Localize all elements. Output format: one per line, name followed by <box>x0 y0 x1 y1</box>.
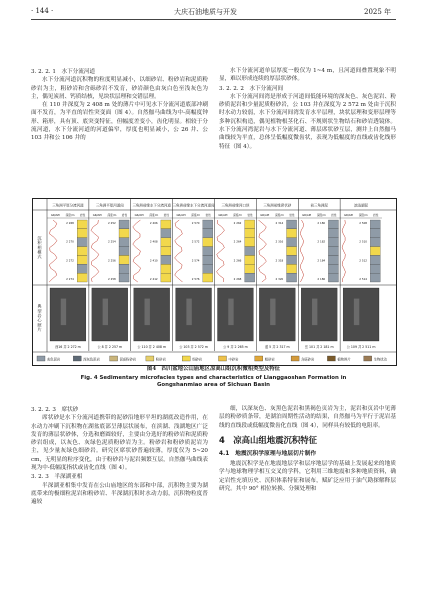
track-header-depth: 深度/m <box>233 213 242 217</box>
depth-label: 2 274 <box>66 277 74 281</box>
track-header-depth: 深度/m <box>191 213 201 217</box>
lithology-layer <box>245 273 255 282</box>
row-label: 典型岩心照片 <box>37 303 43 333</box>
lithology-layer <box>161 238 171 247</box>
issue-year: 2025 年 <box>364 8 392 16</box>
lithology-layer <box>77 238 87 247</box>
legend-label: 生物扰动 <box>373 357 387 362</box>
core-photo-highlight <box>61 299 66 326</box>
track-header-lith: 岩性 <box>373 213 379 217</box>
core-caption: 公 103 井 2 572 m <box>179 345 208 349</box>
paragraph: 席状砂是水下分流河道携带的泥砂沿地形平坦的湖底改造作用，在水动力冲刷下沉积物在湖盆底部呈薄层状展布，在滨湖、浅湖地区广泛发育的薄层状砂体，分选和磨圆较好，主要由分选好的粉砂岩和泥质粉砂岩组成，以灰色、灰绿色泥质粉砂岩为主。粉砂岩和粉砂质泥岩为主，见少量灰绿色细砂岩。研究区席状砂普遍较薄，厚度仅为 5~20 cm，无明显的粒序变化，由于粉砂岩与泥岩频繁互层，自然伽马曲线表现为中-低幅度指状或齿化直线（图 4）。 <box>31 415 208 472</box>
legend-swatch <box>37 356 45 361</box>
lithology-layer <box>328 238 338 247</box>
legend-label: 植物碎片 <box>337 357 351 362</box>
lithology-layer <box>245 229 255 238</box>
track-header-lith: 岩性 <box>121 213 128 217</box>
gr-curve <box>133 220 141 282</box>
lithology-layer <box>77 220 87 229</box>
legend-swatch <box>73 356 81 361</box>
core-photo <box>343 288 379 341</box>
lithology-layer <box>77 264 87 273</box>
running-header <box>0 0 427 20</box>
lithology-layer <box>203 255 213 264</box>
lithology-layer <box>370 220 380 229</box>
lithology-layer <box>245 255 255 264</box>
gr-curve <box>342 220 345 282</box>
track-header-depth: 深度/m <box>274 213 284 217</box>
paragraph: 地震沉积学是在地震地层学和层序地层学的基础上发展起来的地质学与地球物理学相互交叉的学科，它利用三维地震和多种地质资料，确定岩性充填历史、沉积体系特征和展布，赋矿泛应用于油气勘探解释层研究。其中 90° 相位转换、分频处理和 <box>219 461 396 493</box>
lithology-layer <box>161 229 171 238</box>
depth-label: 2 186 <box>317 277 326 281</box>
depth-label: 2 408 <box>149 239 158 244</box>
core-caption: 西16 井 2 272 m <box>55 345 81 349</box>
gr-curve <box>91 220 99 282</box>
core-photo-highlight <box>312 299 317 326</box>
column-title: 滨浅湖泥 <box>354 203 369 208</box>
lithology-layer <box>370 264 380 273</box>
lithology-layer <box>328 255 338 264</box>
legend-label: 粗砂岩 <box>264 357 275 362</box>
lithology-layer <box>370 273 380 282</box>
depth-label: 2 254 <box>108 239 116 244</box>
depth-label: 2 268 <box>233 277 242 281</box>
lithology-layer <box>245 264 255 273</box>
lithology-layer <box>245 238 255 247</box>
core-caption: 公 110 井 2 408 m <box>137 345 167 349</box>
core-photo <box>259 288 295 341</box>
track-header-lith: 岩性 <box>163 213 170 217</box>
facies-figure <box>33 199 396 365</box>
section-heading-3222: 3. 2. 2. 2 水下分流河间 <box>219 85 284 92</box>
track-header-gr: GR/API <box>50 213 60 217</box>
paragraph: 半深湖亚相集中发育在公山庙地区的东部和中部，沉积物主要为湖底带来的极细粒泥岩和粉砂岩、半深湖沉积时水动力弱，沉积物粒度普遍较 <box>31 482 208 506</box>
depth-label: 2 406 <box>149 221 158 225</box>
lithology-layer <box>119 247 129 256</box>
lithology-layer <box>370 247 380 256</box>
track-header-depth: 深度/m <box>149 213 159 217</box>
depth-label: 2 320 <box>275 277 284 281</box>
lithology-layer <box>245 247 255 256</box>
depth-label: 2 570 <box>191 221 200 225</box>
gr-curve <box>175 220 183 282</box>
gr-curve <box>300 220 303 282</box>
figure-caption-en-2: Gongshanmiao area of Sichuan Basin <box>156 382 270 388</box>
lithology-layer <box>287 229 297 238</box>
paragraph: 在 110 井深度为 2 408 m 处的薄片中可见水下分流河道底部冲刷面不发育，为平直的岩性突变面（图 4）。自然伽马曲线为中-高幅度钟形、箱形，具有顶、底突变特征，但幅度差变小，齿化明显。相较于分流河道，水下分流河道的河道偏窄，厚度也明显减小，公 26 井、公 103 井和公 106 井的 <box>31 102 208 142</box>
depth-label: 2 508 <box>359 221 368 225</box>
legend-swatch <box>110 356 118 361</box>
track-header-lith: 岩性 <box>331 213 337 217</box>
lithology-layer <box>287 273 297 282</box>
lithology-layer <box>161 264 171 273</box>
track-header-depth: 深度/m <box>107 213 117 217</box>
legend-swatch <box>182 356 190 361</box>
lithology-layer <box>370 238 380 247</box>
track-header-gr: GR/API <box>302 213 312 217</box>
depth-label: 2 316 <box>275 239 284 244</box>
track-header-gr: GR/API <box>343 213 354 217</box>
legend-label: 深灰色泥岩 <box>83 357 100 362</box>
right-bottom-column <box>219 405 396 493</box>
lithology-layer <box>77 229 87 238</box>
lithology-layer <box>370 229 380 238</box>
lithology-layer <box>161 247 171 256</box>
header-rule <box>31 19 396 20</box>
column-title: 三角洲平原分流河道 <box>52 203 84 208</box>
core-photo-highlight <box>228 299 233 326</box>
legend-label: 含砾砂岩 <box>301 357 315 362</box>
lithology-layer <box>328 229 338 238</box>
core-photo <box>218 288 254 341</box>
depth-label: 2 258 <box>108 277 116 281</box>
track-header-gr: GR/API <box>260 213 270 217</box>
gr-curve <box>217 220 225 282</box>
track-header-lith: 岩性 <box>79 213 86 217</box>
lithology-layer <box>161 273 171 282</box>
paragraph: 水下分流河间湾是形成于河道间低能环境的深灰色、灰色泥岩、粉砂质泥岩和少量泥质粉砂岩，公 103 井在深度为 2 572 m 处由于沉积时水动力较弱，水下分流河间湾发育水平层理，块状层理和变形层理等多种沉积构造，偶见植物根茎化石、不规则状生物结石和砂岩透镜体。水下分流河湾泥岩与水下分流河道、薄层席状砂互层，测井上自然伽马曲线较为平直，总体呈低幅度微齿状，表现为低幅度的直线或齿化线形特征（图 4）。 <box>219 93 396 150</box>
legend-swatch <box>255 356 263 361</box>
paragraph: 细，以深灰色、灰黑色泥岩和黑褐色页岩为主，泥岩和页岩中见薄层的粉砂质条带，是湖泊周期性活动的结果，自然伽马为平行于泥岩基线的直线段或低幅度微齿化直线（图 4），同样具有较低的电阻率。 <box>219 406 396 429</box>
track-header-gr: GR/API <box>176 213 186 217</box>
track-header-lith: 岩性 <box>205 213 211 217</box>
lithology-layer <box>203 247 213 256</box>
depth-label: 2 180 <box>317 221 326 225</box>
column-title: 三角洲前缘水下分流河道间 <box>172 203 215 208</box>
depth-label: 2 412 <box>149 277 158 281</box>
right-top-column <box>219 67 396 151</box>
depth-label: 2 266 <box>233 258 242 263</box>
depth-label: 2 268 <box>66 221 74 225</box>
depth-label: 2 410 <box>149 258 158 263</box>
legend-label: 灰色泥岩 <box>47 357 61 362</box>
legend-swatch <box>364 356 372 361</box>
subsection-heading-41: 4.1 地震沉积学原理与地层切片制作 <box>219 450 317 457</box>
gr-curve <box>259 220 267 282</box>
depth-label: 2 314 <box>275 221 284 225</box>
core-photo <box>134 288 170 341</box>
depth-label: 2 572 <box>191 239 200 244</box>
row-label: 沉积相模式 <box>37 235 43 260</box>
lithology-layer <box>161 220 171 229</box>
lithology-layer <box>245 220 255 229</box>
track-header-gr: GR/API <box>92 213 102 217</box>
core-photo <box>92 288 128 341</box>
section-heading-323: 3. 2. 3 半深湖亚相 <box>31 474 83 481</box>
depth-label: 2 318 <box>275 258 284 263</box>
section-heading-3221: 3. 2. 2. 1 水下分流河道 <box>31 69 96 75</box>
track-header-depth: 深度/m <box>358 213 368 217</box>
legend-label: 粉砂岩 <box>155 357 166 362</box>
lithology-layer <box>203 229 213 238</box>
figure-caption-en-1: Fig. 4 Sedimentary microfacies types and characteristics of Lianggaoshan Formation in <box>80 375 347 381</box>
core-photo-highlight <box>270 299 275 326</box>
depth-label: 2 256 <box>108 258 116 263</box>
section-heading-3223: 3. 2. 2. 3 席状砂 <box>31 407 79 413</box>
track-header-depth: 深度/m <box>316 213 326 217</box>
core-photo-highlight <box>354 299 359 326</box>
core-photo <box>301 288 337 341</box>
core-photo-highlight <box>103 299 108 326</box>
depth-label: 2 270 <box>66 239 74 244</box>
depth-label: 2 272 <box>66 258 74 263</box>
lithology-layer <box>287 255 297 264</box>
lithology-layer <box>287 247 297 256</box>
depth-label: 2 512 <box>359 258 368 263</box>
lithology-layer <box>77 255 87 264</box>
depth-label: 2 574 <box>191 258 200 263</box>
core-caption: 岳 101 井 2 181 m <box>304 345 334 349</box>
lithology-layer <box>203 238 213 247</box>
legend-swatch <box>327 356 335 361</box>
depth-label: 2 576 <box>191 277 200 281</box>
column-title: 三角洲前缘河口坝 <box>221 203 250 208</box>
lithology-layer <box>119 255 129 264</box>
track-header-lith: 岩性 <box>247 213 253 217</box>
lithology-layer <box>328 220 338 229</box>
figure-4 <box>32 198 397 366</box>
core-photo-highlight <box>186 299 191 326</box>
lithology-layer <box>119 238 129 247</box>
depth-label: 2 182 <box>317 239 326 244</box>
section-heading-4: 4 凉高山组地震沉积特征 <box>219 434 317 445</box>
legend-label: 细砂岩 <box>192 357 203 362</box>
lithology-layer <box>161 255 171 264</box>
track-header-gr: GR/API <box>134 213 144 217</box>
legend-swatch <box>219 356 227 361</box>
core-caption: 遂 5 井 2 317 m <box>264 345 290 349</box>
track-header-lith: 岩性 <box>289 213 295 217</box>
paragraph: 水下分流河道单层厚度一般仅为 1~4 m，且河道间叠置现象不明显，难以形成连续的厚层状砂体。 <box>219 68 396 83</box>
core-photo <box>176 288 212 341</box>
left-top-column <box>31 67 208 143</box>
gr-curve <box>49 220 57 282</box>
depth-label: 2 252 <box>108 221 116 225</box>
lithology-layer <box>203 264 213 273</box>
column-title: 三角洲前缘席状砂 <box>263 203 292 208</box>
lithology-layer <box>203 220 213 229</box>
core-photo <box>50 288 86 341</box>
core-caption: 公 109 井 2 511 m <box>346 345 376 349</box>
page-number: · 144 · <box>31 7 54 15</box>
legend-swatch <box>146 356 154 361</box>
column-title: 前三角洲泥 <box>310 203 328 208</box>
depth-label: 2 510 <box>359 239 368 244</box>
core-caption: 公 8 井 2 257 m <box>97 345 123 349</box>
lithology-layer <box>119 264 129 273</box>
lithology-layer <box>287 220 297 229</box>
lithology-layer <box>328 264 338 273</box>
track-header-gr: GR/API <box>218 213 228 217</box>
legend-label: 中砂岩 <box>228 357 239 362</box>
figure-caption-cn: 图4 四川盆地公山庙地区凉高山组沉积微相类型及特征 <box>146 366 281 372</box>
lithology-layer <box>119 273 129 282</box>
lithology-layer <box>203 273 213 282</box>
depth-label: 2 264 <box>233 239 242 244</box>
column-title: 三角洲前缘水下分流河道 <box>132 203 171 208</box>
depth-label: 2 262 <box>233 221 242 225</box>
paragraph: 水下分流河道沉积物的粒度明显减小，以细砂岩、粉砂岩和泥质粉砂岩为主，粗砂岩和含砾砂岩不发育，砂岩颜色由灰白色至浅灰色为主，偶见炭屑、钙质结核，见块状层理和交错层理。 <box>31 77 208 100</box>
core-caption: 公 9 井 2 265 m <box>223 345 248 349</box>
lithology-layer <box>287 238 297 247</box>
lithology-layer <box>328 247 338 256</box>
column-title: 三角洲平原河道间 <box>95 203 124 208</box>
depth-label: 2 184 <box>317 258 326 263</box>
lithology-layer <box>370 255 380 264</box>
lithology-layer <box>328 273 338 282</box>
journal-title: 大庆石油地质与开发 <box>174 8 237 16</box>
lithology-layer <box>287 264 297 273</box>
core-photo-highlight <box>145 299 150 326</box>
track-header-depth: 深度/m <box>65 213 75 217</box>
legend-swatch <box>291 356 299 361</box>
lithology-layer <box>119 229 129 238</box>
lithology-layer <box>119 220 129 229</box>
lithology-layer <box>77 247 87 256</box>
lithology-layer <box>77 273 87 282</box>
legend-label: 泥质粉砂岩 <box>119 357 137 362</box>
left-bottom-column <box>31 405 208 507</box>
depth-label: 2 514 <box>359 277 368 281</box>
